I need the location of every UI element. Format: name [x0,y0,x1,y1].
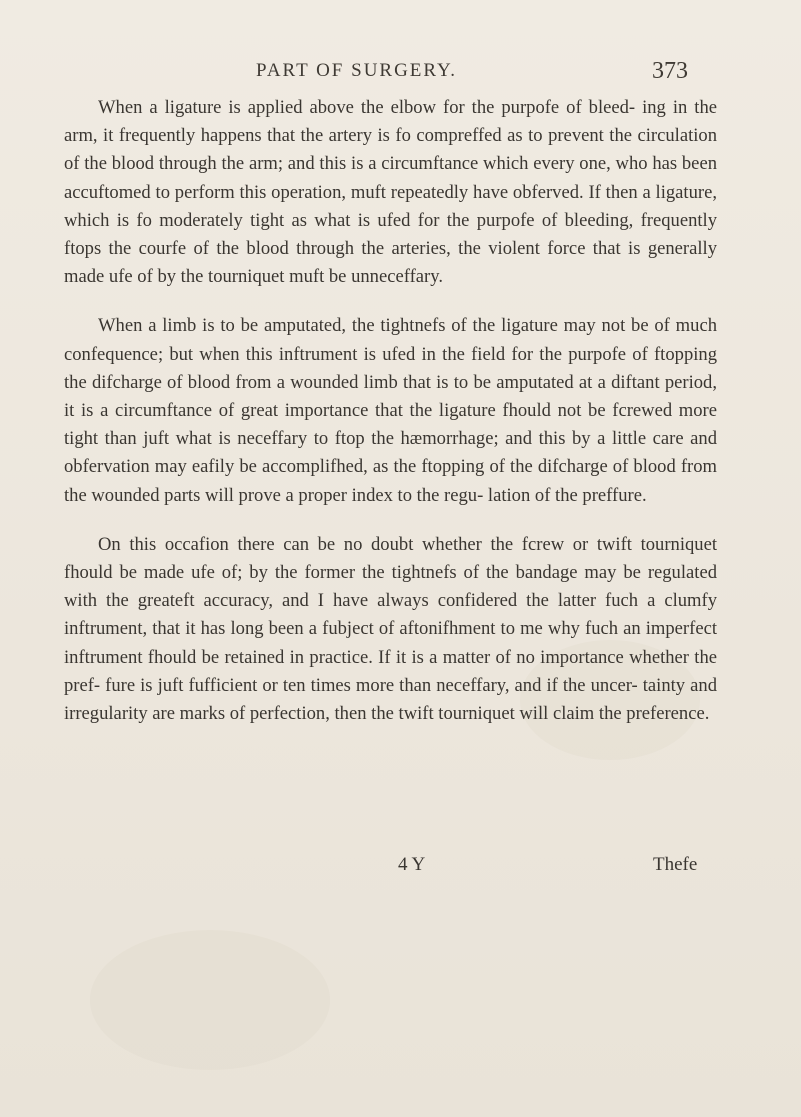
signature-mark: 4 Y [398,854,426,875]
running-title: PART OF SURGERY. [256,60,458,81]
running-head [0,58,801,88]
page-number: 373 [652,58,688,84]
paragraph-1: When a ligature is applied above the elbow for the purpofe of bleed- ing in the arm, it frequently happens that the artery is fo compreffed as to prevent the circulation of the blood through the arm; and this is a circumftance which every one, who has been accuftomed to perform this operation, muft repeatedly have obferved. If then a ligature, which is fo moderately tight as what is ufed for the purpofe of bleeding, frequently ftops the courfe of the blood through the arteries, the violent force that is generally made ufe of by the tourniquet muft be unneceffary. [64,97,717,288]
catchword: Thefe [653,854,698,875]
paragraph-3: On this occafion there can be no doubt whether the fcrew or twift tourniquet fhould be made ufe of; by the former the tightnefs of the bandage may be regulated with the greateft accuracy, and I have always confidered the latter fuch a clumfy inftrument, that it has long been a fubject of aftonifhment to me why fuch an imperfect inftrument fhould be retained in practice. If it is a matter of no importance whether the pref- fure is juft fufficient or ten times more than neceffary, and if the uncer- tainty and irregularity are marks of perfection, then the twift tourniquet will claim the preference. [64,533,717,725]
body-text [64,94,717,749]
paragraph-2: When a limb is to be amputated, the tightnefs of the ligature may not be of much confequence; but when this inftrument is ufed in the field for the purpofe of ftopping the difcharge of blood from a wounded limb that is to be amputated at a diftant period, it is a circumftance of great importance that the ligature fhould not be fcrewed more tight than juft what is neceffary to ftop the hæmorrhage; and this by a little care and obfervation may eafily be accomplifhed, as the ftopping of the difcharge of blood from the wounded parts will prove a proper index to the regu- lation of the preffure. [64,315,717,506]
catchline [0,854,801,880]
paper-stain [90,930,330,1070]
